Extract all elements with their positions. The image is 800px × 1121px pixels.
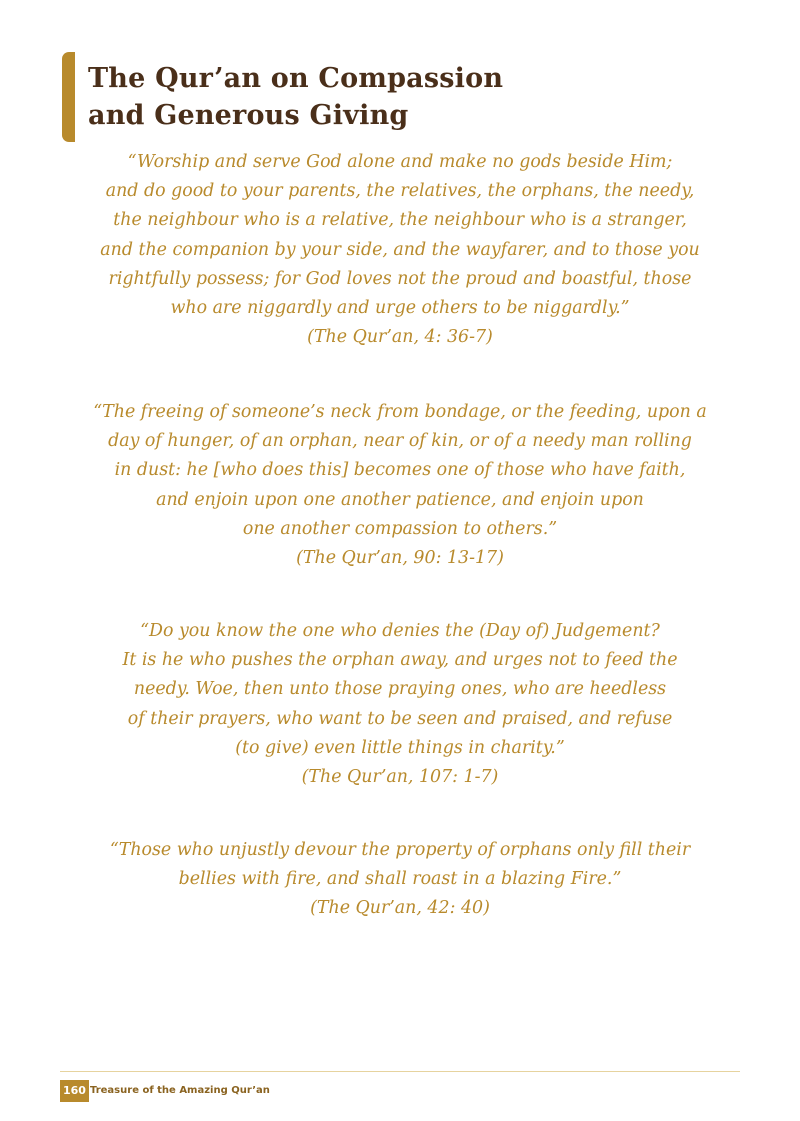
quote-line: and enjoin upon one another patience, and enjoin upon [156,489,644,510]
quote-line: in dust: he [who does this] becomes one of those who have faith, [114,460,686,481]
quote-line: needy. Woe, then unto those praying ones, who are heedless [133,679,667,700]
quote-line: bellies with fire, and shall roast in a blazing Fire.” [178,869,622,890]
quote-line: “The freeing of someone’s neck from bondage, or the feeding, upon a [93,402,707,422]
quote-line: “Those who unjustly devour the property of orphans only fill their [109,840,691,860]
page-title-line-1: The Qur’an on Compassion [88,63,504,94]
quote-line: day of hunger, of an orphan, near of kin, or of a needy man rolling [108,431,692,452]
quote-line: one another compassion to others.” [242,518,558,539]
quote-block [40,148,760,352]
quote-line: the neighbour who is a relative, the neighbour who is a stranger, [113,210,687,231]
quote-reference: (The Qur’an, 4: 36-7) [307,327,493,348]
quote-line: (to give) even little things in charity.” [235,737,565,758]
page-title-line-2: and Generous Giving [88,100,409,131]
title-accent-bar [62,52,75,142]
quote-reference: (The Qur’an, 107: 1-7) [301,767,499,788]
quote-block [40,398,760,573]
quote-reference: (The Qur’an, 90: 13-17) [296,548,504,569]
quote-line: “Worship and serve God alone and make no gods beside Him; [127,152,673,172]
quote-line: rightfully possess; for God loves not the proud and boastful, those [108,268,692,289]
quote-line: who are niggardly and urge others to be niggardly.” [170,298,630,319]
page-number-badge: 160 [60,1080,89,1102]
quote-reference: (The Qur’an, 42: 40) [310,898,490,919]
quote-block [40,617,760,792]
running-title: Treasure of the Amazing Qur’an [90,1085,270,1096]
quote-line: It is he who pushes the orphan away, and urges not to feed the [122,650,678,671]
quote-line: “Do you know the one who denies the (Day of) Judgement? [140,621,660,641]
footer-divider [60,1071,740,1072]
quote-line: and the companion by your side, and the wayfarer, and to those you [100,239,700,260]
quote-line: and do good to your parents, the relatives, the orphans, the needy, [105,181,695,202]
quote-line: of their prayers, who want to be seen and praised, and refuse [127,708,673,729]
quote-block [40,836,760,924]
page-title [88,60,688,134]
